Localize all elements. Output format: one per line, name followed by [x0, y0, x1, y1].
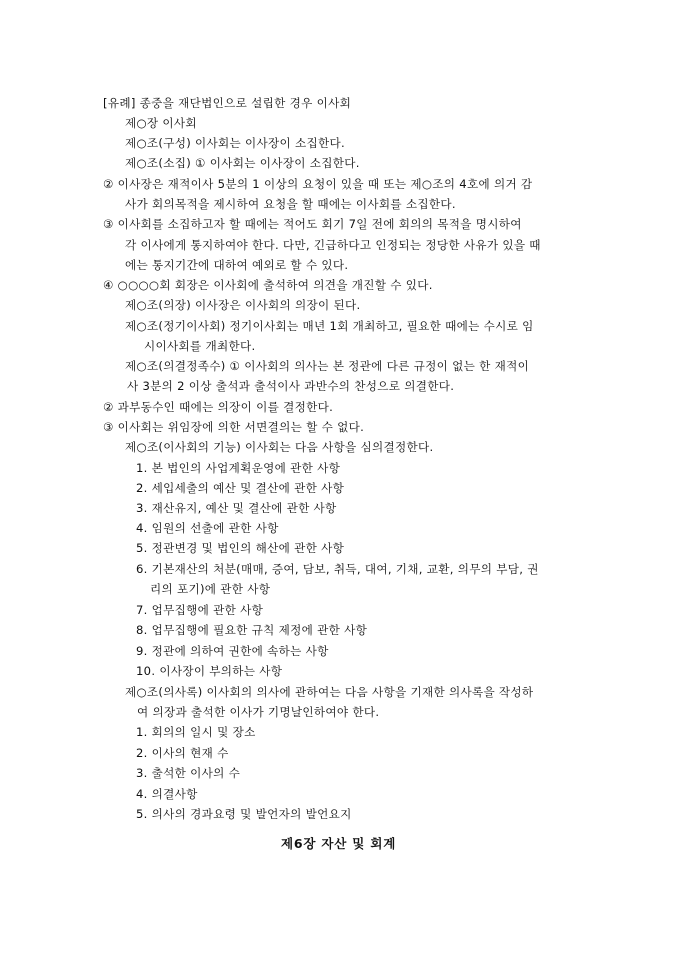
list-item: 6. 기본재산의 처분(매매, 증여, 담보, 취득, 대여, 기채, 교환, 의무의 부담, 권 — [136, 562, 539, 576]
list-item: 7. 업무집행에 관한 사항 — [136, 603, 264, 617]
paragraph-cont: 에는 통지기간에 대하여 예외로 할 수 있다. — [125, 258, 349, 272]
paragraph: ② 과부동수인 때에는 의장이 이를 결정한다. — [103, 400, 334, 414]
list-item: 4. 임원의 선출에 관한 사항 — [136, 521, 279, 535]
article-functions: 제○조(이사회의 기능) 이사회는 다음 사항을 심의결정한다. — [125, 440, 434, 454]
list-item: 9. 정관에 의하여 권한에 속하는 사항 — [136, 644, 329, 658]
list-item: 1. 회의의 일시 및 장소 — [136, 725, 256, 739]
list-item: 8. 업무집행에 필요한 규칙 제정에 관한 사항 — [136, 623, 368, 637]
section-title: 제6장 자산 및 회계 — [281, 836, 397, 851]
article-quorum-cont: 사 3분의 2 이상 출석과 출석이사 과반수의 찬성으로 의결한다. — [127, 379, 455, 393]
list-item: 1. 본 법인의 사업계획운영에 관한 사항 — [136, 461, 341, 475]
article-minutes-cont: 여 의장과 출석한 이사가 기명날인하여야 한다. — [137, 705, 380, 719]
article-regular-meeting-cont: 시이사회를 개최한다. — [144, 339, 256, 353]
paragraph: ③ 이사회를 소집하고자 할 때에는 적어도 회기 7일 전에 회의의 목적을 명시하여 — [103, 217, 522, 231]
list-item: 5. 의사의 경과요령 및 발언자의 발언요지 — [136, 807, 352, 821]
article-quorum: 제○조(의결정족수) ① 이사회의 의사는 본 정관에 다른 규정이 없는 한 재적이 — [125, 359, 530, 373]
article-convening: 제○조(소집) ① 이사회는 이사장이 소집한다. — [125, 156, 360, 170]
paragraph: ③ 이사회는 위임장에 의한 서면결의는 할 수 없다. — [103, 420, 365, 434]
document-heading: [유례] 종중을 재단법인으로 설립한 경우 이사회 — [103, 96, 352, 110]
list-item: 2. 세입세출의 예산 및 결산에 관한 사항 — [136, 481, 345, 495]
article-regular-meeting: 제○조(정기이사회) 정기이사회는 매년 1회 개최하고, 필요한 때에는 수시로 임 — [125, 319, 534, 333]
list-item: 2. 이사의 현재 수 — [136, 746, 229, 760]
list-item: 4. 의결사항 — [136, 787, 198, 801]
paragraph: ④ ○○○○회 회장은 이사회에 출석하여 의견을 개진할 수 있다. — [103, 278, 433, 292]
list-item: 3. 재산유지, 예산 및 결산에 관한 사항 — [136, 501, 337, 515]
list-item: 3. 출석한 이사의 수 — [136, 766, 241, 780]
list-item: 5. 정관변경 및 법인의 해산에 관한 사항 — [136, 541, 345, 555]
list-item-cont: 리의 포기)에 관한 사항 — [150, 582, 271, 596]
paragraph-cont: 사가 회의목적을 제시하여 요청을 할 때에는 이사회를 소집한다. — [125, 197, 456, 211]
paragraph-cont: 각 이사에게 통지하여야 한다. 다만, 긴급하다고 인정되는 정당한 사유가 있을 때 — [125, 238, 541, 252]
chapter-heading: 제○장 이사회 — [125, 116, 197, 130]
paragraph: ② 이사장은 재적이사 5분의 1 이상의 요청이 있을 때 또는 제○조의 4호에 의거 감 — [103, 177, 533, 191]
article-composition: 제○조(구성) 이사회는 이사장이 소집한다. — [125, 136, 345, 150]
list-item: 10. 이사장이 부의하는 사항 — [136, 664, 283, 678]
article-minutes: 제○조(의사록) 이사회의 의사에 관하여는 다음 사항을 기재한 의사록을 작성하 — [125, 685, 534, 699]
article-chair: 제○조(의장) 이사장은 이사회의 의장이 된다. — [125, 298, 361, 312]
